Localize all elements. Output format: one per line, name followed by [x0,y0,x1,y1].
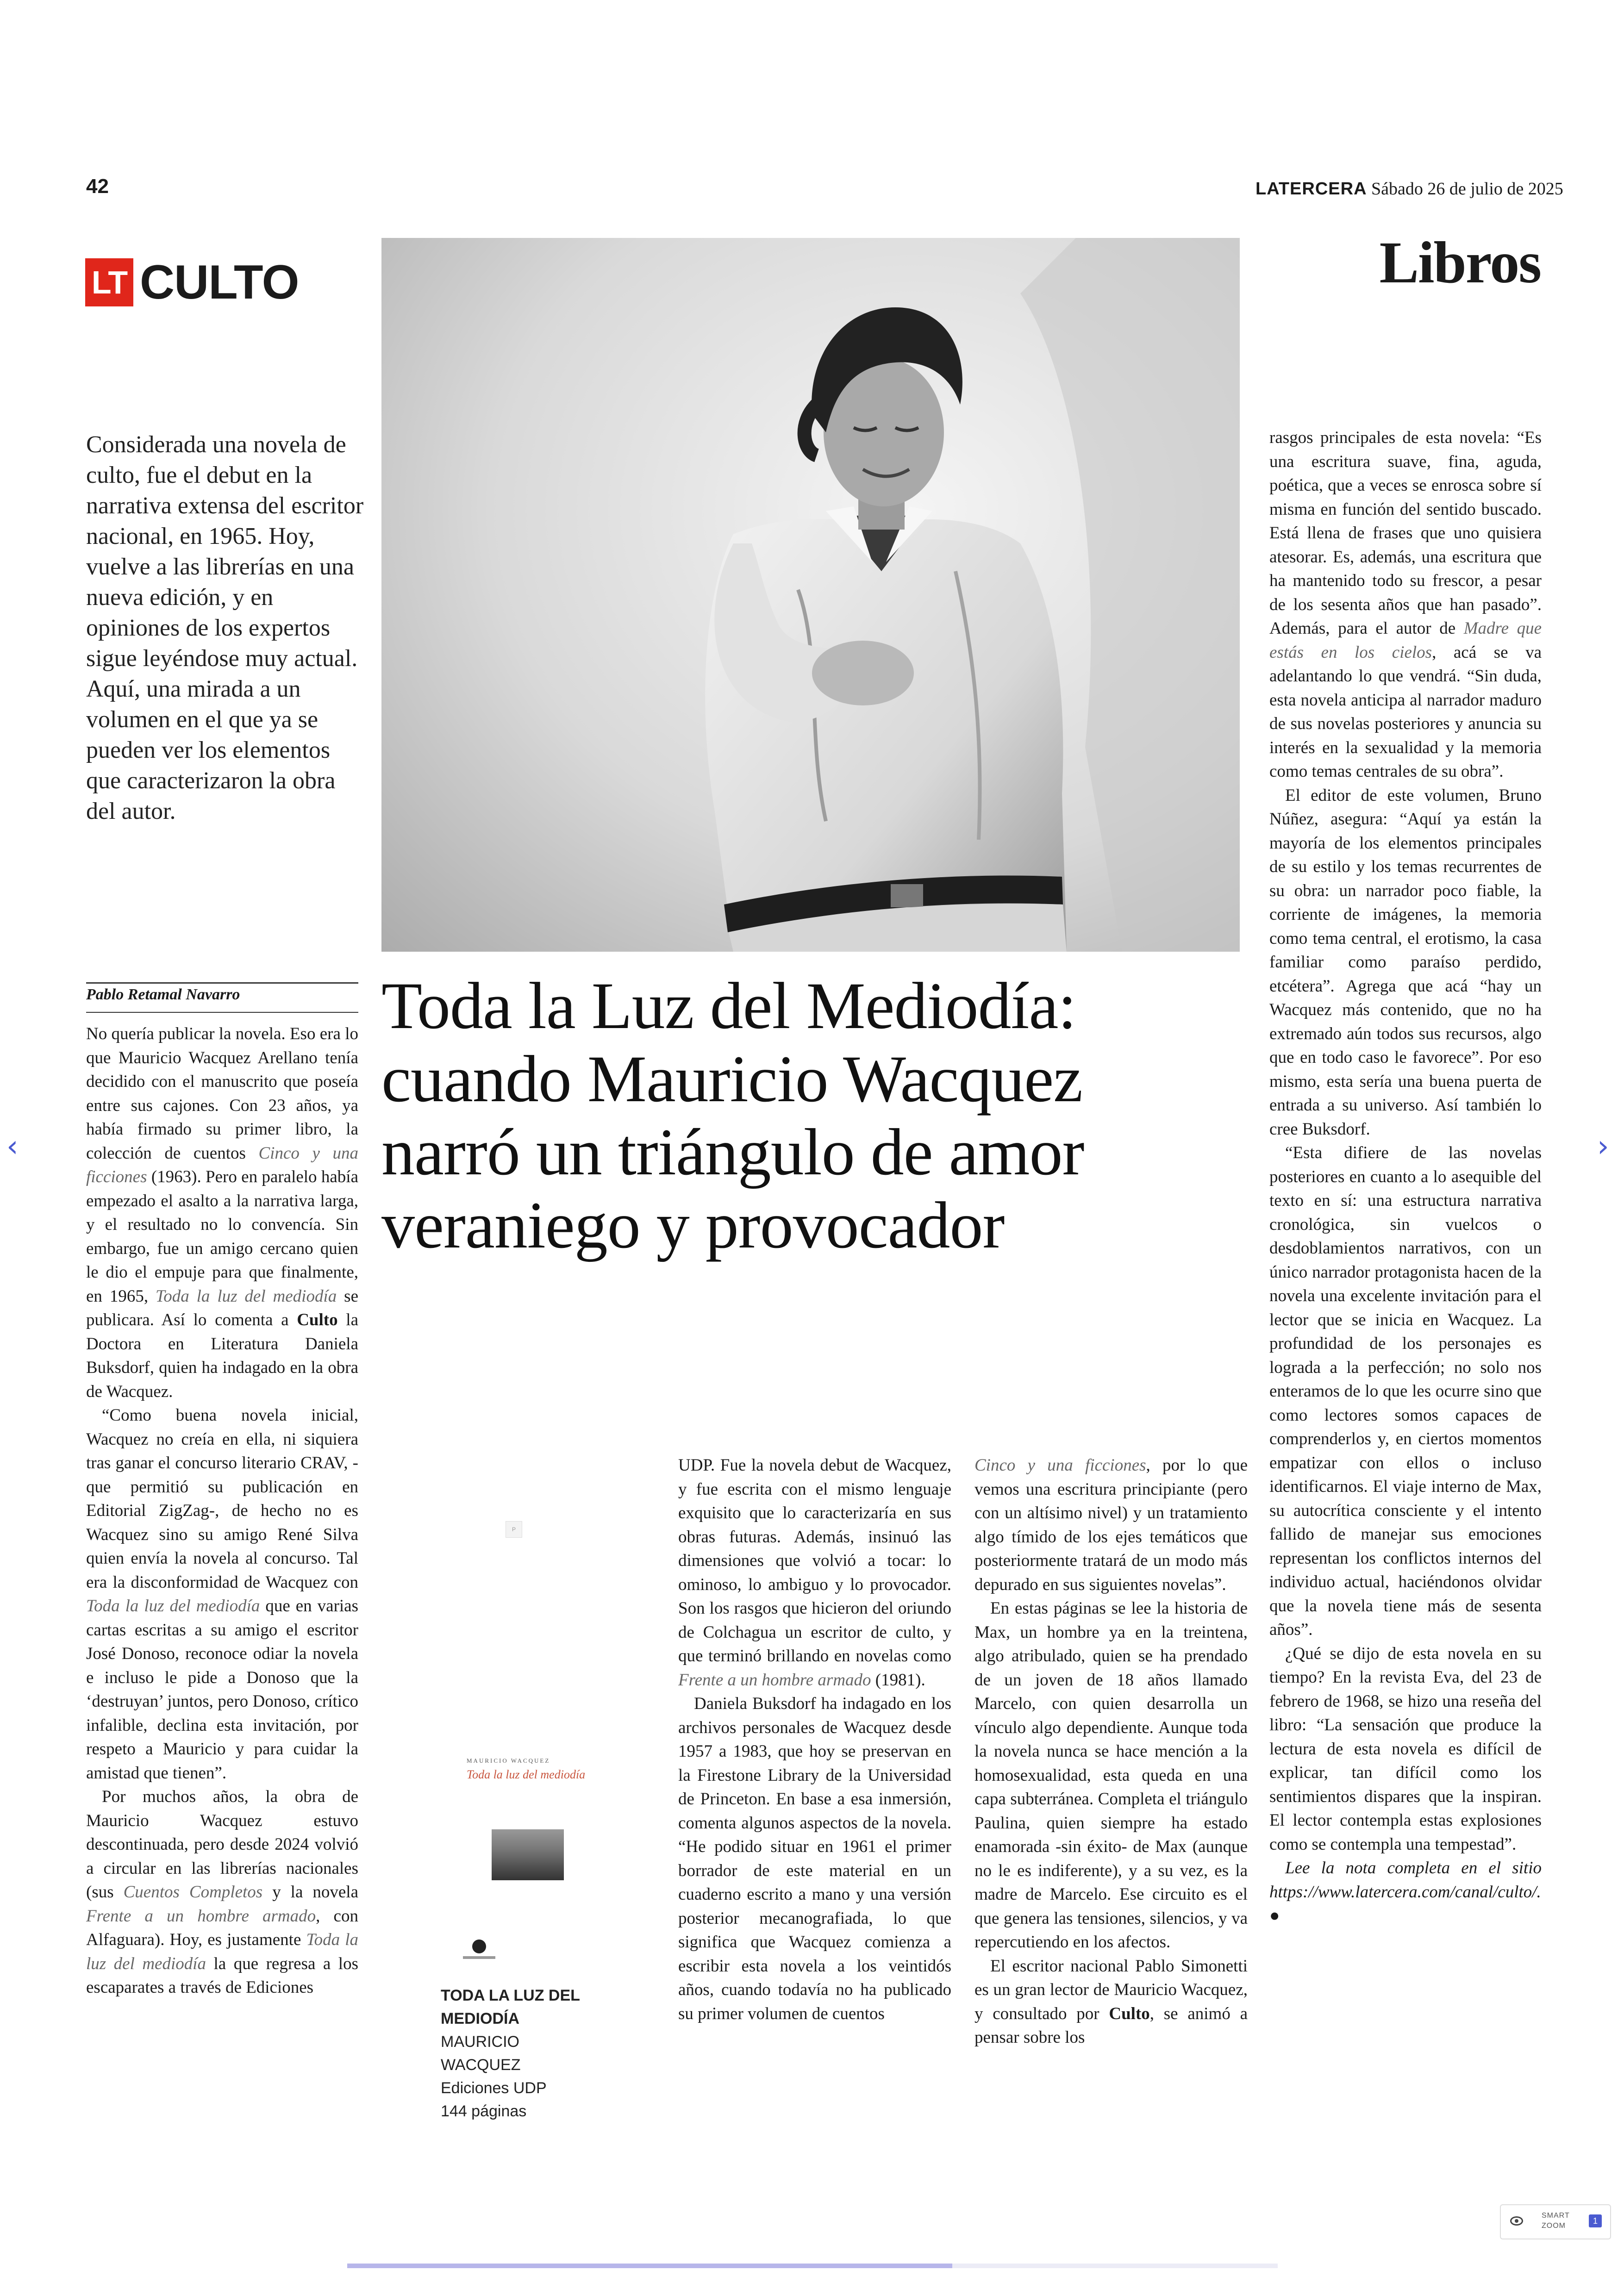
paragraph: Daniela Buksdorf ha indagado en los archivos personales de Wacquez desde 1957 a 1983, que hoy se preservan en la Firestone Library de la Universidad de Princeton. En base a esa inmersión, comenta algunos aspectos de la novela. “He podido situar en 1961 el primer borrador de este material en un cuaderno escrito a mano y una versión posterior mecanografiada, lo que significa que Wacquez comienza a escribir esta novela a los veintidós años, cuando todavía no ha publicado su primer volumen de cuentos [678,1694,951,2023]
next-page-icon[interactable]: › [1597,1129,1609,1164]
previous-page-icon[interactable]: ‹ [6,1129,19,1164]
paragraph: El editor de este volumen, Bruno Núñez, asegura: “Aquí ya están la mayoría de los elementos principales de su estilo y los temas recurrentes de su obra: un narrador poco fiable, la corriente de imágenes, la memoria como tema central, el erotismo, la casa familiar como paraíso perdido, etcétera”. Agrega que acá “hay un Wacquez más contenido, que no ha extremado aún todos sus recursos, algo que en todo caso le favorece”. Por eso mismo, esta sería una buena puerta de entrada a su universo. Así también lo cree Buksdorf. [1269,786,1542,1139]
page-number: 42 [86,175,109,198]
logo-text: CULTO [140,256,299,309]
author-photo-illustration [381,238,1240,952]
body-column-4 [1269,426,1542,1928]
byline-rule-bottom [86,1012,358,1013]
byline-rule-top [86,982,358,984]
page-progress-fill [347,2264,952,2268]
smart-zoom-label: SMART ZOOM [1542,2212,1570,2230]
logo-badge: LT [85,258,133,306]
body-column-1 [86,1022,358,2000]
paragraph: No quería publicar la novela. Eso era lo que Mauricio Wacquez Arellano tenía decidido con el manuscrito que poseía entre sus cajones. Con 23 años, ya había firmado su primer libro, la colección de cuentos Cinco y una ficciones (1963). Pero en paralelo había empezado el asalto a la narrativa larga, y el resultado no lo convencía. Sin embargo, fue un amigo cercano quien le dio el empuje para que finalmente, en 1965, Toda la luz del mediodía se publicara. Así lo comenta a Culto la Doctora en Literatura Daniela Buksdorf, quien ha indagado en la obra de Wacquez. [86,1024,358,1401]
closing-note [1269,1856,1542,1928]
page-badge: 1 [1589,2214,1602,2227]
book-info [441,1984,598,2123]
headline: Toda la Luz del Mediodía: cuando Mauricio Wacquez narró un triángulo de amor veraniego y provocador [381,969,1084,1262]
body-column-3 [974,1453,1248,2050]
publisher-logo-icon [472,1940,486,1953]
book-cover [458,1754,597,1912]
closing-note-text: Lee la nota completa en el sitio https://www.latercera.com/canal/culto/. [1269,1858,1542,1902]
paragraph: Cinco y una ficciones, por lo que vemos una escritura principiante (pero con un altísimo nivel) y un tratamiento algo tímido de los ejes temáticos que posteriormente tratará de un modo más depurado en sus siguientes novelas”. [974,1456,1248,1594]
paragraph: “Como buena novela inicial, Wacquez no creía en ella, ni siquiera tras ganar el concurso literario CRAV, -que permitió su publicación en Editorial ZigZag-, de hecho no es Wacquez sino su amigo René Silva quien envía la novela al concurso. Tal era la disconformidad de Wacquez con Toda la luz del mediodía que en varias cartas escritas a su amigo el escritor José Donoso, reconoce odiar la novela e incluso le pide a Donoso que la ‘destruyan’ juntos, pero Donoso, crítico infalible, declina esta invitación, por respeto a Mauricio y para cuidar la amistad que tienen”. [86,1406,358,1783]
cover-image [492,1829,564,1880]
cover-author: MAURICIO WACQUEZ [467,1757,550,1764]
book-pages: 144 páginas [441,2102,527,2120]
body-column-2 [678,1453,951,2026]
paragraph: rasgos principales de esta novela: “Es una escritura suave, fina, aguda, poética, que a veces se enrosca sobre sí misma en función del sentido buscado. Está llena de frases que uno quisiera atesorar. Es, además, una escritura que ha mantenido todo su frescor, a pesar de los sesenta años que han pasado”. Además, para el autor de Madre que estás en los cielos, acá se va adelantando lo que vendrá. “Sin duda, esta novela anticipa al narrador maduro de sus novelas posteriores y anuncia su interés en la sexualidad y la memoria como temas centrales de su obra”. [1269,428,1542,781]
masthead [1255,179,1563,199]
paragraph: El escritor nacional Pablo Simonetti es un gran lector de Mauricio Wacquez, y consultado por Culto, se animó a pensar sobre los [974,1956,1248,2047]
image-placeholder-icon: P [506,1521,522,1538]
end-mark-icon: ● [1269,1906,1280,1925]
paragraph: “Esta difiere de las novelas posteriores en cuanto a lo asequible del texto en sí: una estructura narrativa cronológica, sin vuelcos o desdoblamientos narrativos, con un único narrador protagonista hacen de la novela una excelente invitación para el lector que se inicia en Wacquez. La profundidad de los personajes es lograda a la perfección; no solo nos enteramos de lo que les ocurre sino que como lectores somos capaces de comprenderlos y, en ciertos momentos empatizar con ellos o incluso identificarnos. El viaje interno de Max, su autocrítica consciente y el intento fallido de manejar sus emociones representan los conflictos internos del individuo actual, haciéndonos olvidar que la novela tiene más de sesenta años”. [1269,1143,1542,1639]
section-title: Libros [1379,230,1541,295]
book-title: TODA LA LUZ DEL MEDIODÍA [441,1987,580,2027]
eye-icon [1510,2216,1523,2226]
book-author: MAURICIO WACQUEZ [441,2033,521,2074]
paragraph: ¿Qué se dijo de esta novela en su tiempo? En la revista Eva, del 23 de febrero de 1968, se hizo una reseña del libro: “La sensación que produce la lectura de esta novela es difícil de explicar, tan difícil como los sentimientos dispares que la inspiran. El lector contempla estas explosiones como se contempla una tempestad”. [1269,1644,1542,1854]
masthead-brand: LATERCERA [1255,179,1367,199]
masthead-date: Sábado 26 de julio de 2025 [1371,179,1563,199]
book-publisher: Ediciones UDP [441,2079,547,2097]
culto-logo [85,256,299,309]
author-photo [381,238,1240,952]
smart-zoom-button[interactable] [1500,2204,1611,2239]
paragraph: Por muchos años, la obra de Mauricio Wacquez estuvo descontinuada, pero desde 2024 volvió a circular en las librerías nacionales (sus Cuentos Completos y la novela Frente a un hombre armado, con Alfaguara). Hoy, es justamente Toda la luz del mediodía la que regresa a los escaparates a través de Ediciones [86,1787,359,1997]
lede: Considerada una novela de culto, fue el debut en la narrativa extensa del escritor nacional, en 1965. Hoy, vuelve a las librerías en una nueva edición, y en opiniones de los expertos sigue leyéndose muy actual. Aquí, una mirada a un volumen en el que ya se pueden ver los elementos que caracterizaron la obra del autor. [86,431,364,824]
paragraph: UDP. Fue la novela debut de Wacquez, y fue escrita con el mismo lenguaje exquisito que lo caracterizaría en sus obras futuras. Además, insinuó las dimensiones que volvió a tocar: lo ominoso, lo ambiguo y lo provocador. Son los rasgos que hicieron del oriundo de Colchagua un escritor de culto, y que terminó brillando en novelas como Frente a un hombre armado (1981). [678,1456,951,1690]
cover-title: Toda la luz del mediodía [467,1768,586,1781]
paragraph: En estas páginas se lee la historia de Max, un hombre ya en la treintena, algo atribulado, quien se ha prendado de un joven de 18 años llamado Marcelo, con quien desarrolla un vínculo algo dependiente. Aunque toda la novela nunca se hace mención a la homosexualidad, esta queda en una capa subterránea. Completa el triángulo Paulina, quien siempre ha estado enamorada -sin éxito- de Max (aunque no le es indiferente), y a su vez, es la madre de Marcelo. Ese circuito es el que genera las tensiones, silencios, y va repercutiendo en los afectos. [974,1599,1248,1952]
publisher-logo-caption [463,1956,495,1959]
byline: Pablo Retamal Navarro [86,986,240,1003]
